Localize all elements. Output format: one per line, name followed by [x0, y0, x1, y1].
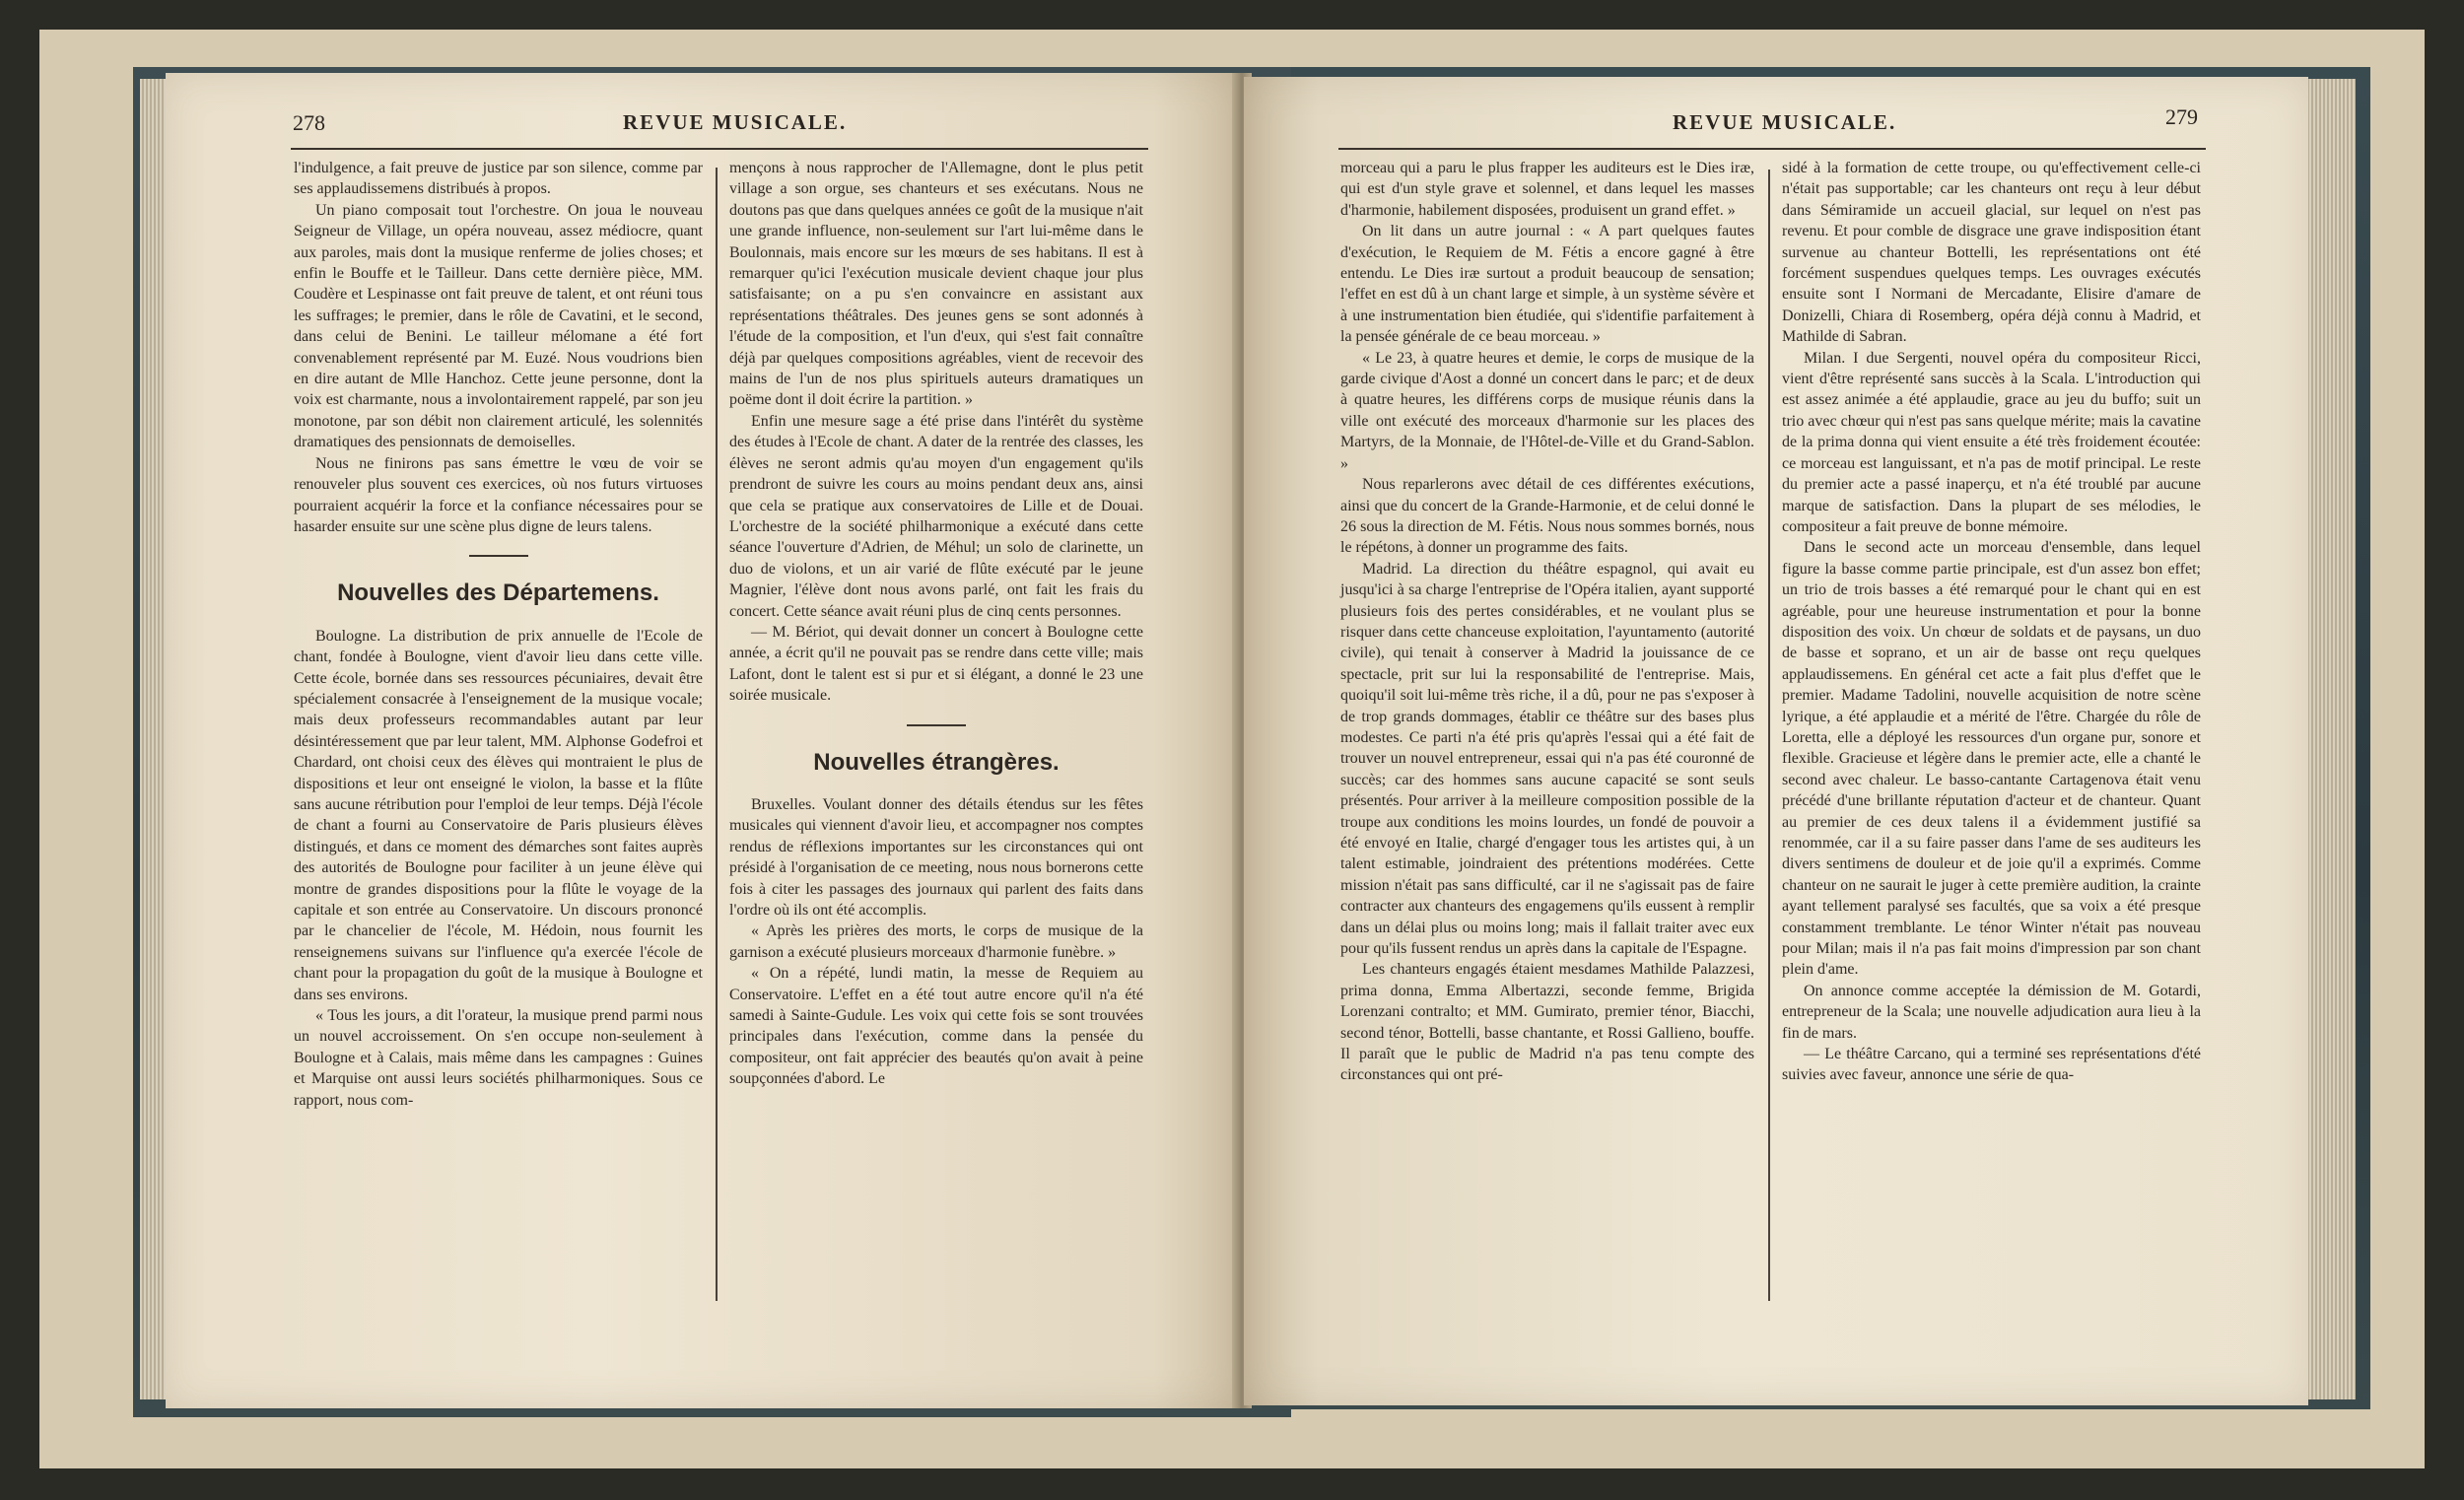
paragraph: On lit dans un autre journal : « A part quelques fautes d'exécution, le Requiem de M. Fétis a encore gagné à être entendu. Le Dies iræ surtout a produit beaucoup de sensation; l'effet en est dû à un chant large et simple, à un système sévère et à une instrumentation bien étudiée, qui s'identifie parfaitement à la pensée générale de ce beau morceau. » [1340, 223, 1754, 346]
paragraph: Dans le second acte un morceau d'ensemble, dans lequel figure la basse comme partie principale, est d'un assez bon effet; un trio de trois basses a été remarqué pour le chant qui en est agréable, pour une heureuse instrumentation et pour la bonne disposition des voix. Un chœur de soldats et de paysans, un duo de basse et soprano, et un air de basse ont reçu quelques applaudissemens. En général cet acte a fait plus d'effet que le premier. Madame Tadolini, nouvelle acquisition de notre scène lyrique, a été applaudie et a mérité de l'être. Chargée du rôle de Loretta, elle a déployé les ressources d'un organe pur, sonore et flexible. Gracieuse et légère dans le premier acte, elle a chanté le second avec chaleur. Le basso-cantante Cartagenova était venu précédé d'une brillante réputation d'acteur et de chanteur. Quant au premier de ces deux talens il a évidemment justifié sa renommée, car il a su faire passer dans l'ame de ses auditeurs les divers sentimens de douleur et de joie qu'il a exprimés. Comme chanteur on ne saurait le juger à cette première audition, la crainte ayant tellement paralysé ses facultés, que sa voix a été presque constamment tremblante. Le ténor Winter n'était pas nouveau pour Milan; mais il n'a pas fait moins d'impression par son chant plein d'ame. [1782, 539, 2201, 979]
left-column-rule [716, 168, 718, 1301]
paragraph: « Après les prières des morts, le corps de musique de la garnison a exécuté plusieurs morceaux d'harmonie funèbre. » [729, 922, 1143, 961]
left-column-1 [294, 158, 703, 1111]
right-running-head: REVUE MUSICALE. [1673, 110, 1897, 134]
paragraph: — M. Bériot, qui devait donner un concert à Boulogne cette année, a écrit qu'il ne pouvait pas se rendre dans cette ville; mais Lafont, dont le talent est si pur et si élégant, a donné le 23 une soirée musicale. [729, 623, 1143, 705]
section-separator [907, 724, 966, 726]
left-column-2 [729, 158, 1143, 1090]
right-column-2 [1782, 158, 2201, 1086]
section-heading: Nouvelles des Départemens. [337, 580, 659, 607]
right-page-number: 279 [2165, 104, 2198, 129]
right-column-rule [1768, 170, 1770, 1301]
paragraph: Boulogne. La distribution de prix annuelle de l'Ecole de chant, fondée à Boulogne, vient d'avoir lieu dans cette ville. Cette école, bornée dans ses ressources pécuniaires, devait être spécialement consacrée à l'enseignement de la musique vocale; mais deux professeurs recommandables autant par leur désintéressement que par leur talent, MM. Alphonse Godefroi et Chardard, ont choisi ceux des élèves qui montraient le plus de dispositions et leur ont enseigné le violon, la basse et la flûte sans aucune rétribution pour l'emploi de leur temps. Déjà l'école de chant a fourni au Conservatoire de Paris plusieurs élèves distingués, et dans ce moment des démarches sont faites auprès des autorités de Boulogne pour faciliter à un jeune élève qui montre de grandes dispositions pour la flûte le voyage de la capitale et son entrée au Conservatoire. Un discours prononcé par le chancelier de l'école, M. Hédoin, nous fournit les renseignemens suivans sur l'influence qu'a exercée l'école de chant pour la propagation du goût de la musique à Boulogne et dans ses environs. [294, 627, 703, 1003]
paragraph: Milan. I due Sergenti, nouvel opéra du compositeur Ricci, vient d'être représenté sans succès à la Scala. L'introduction qui est assez animée a été applaudie, grace au jeu du buffo; suit un trio avec chœur qui n'est pas sans quelque mérite; mais la cavatine de la prima donna qui vient ensuite a été très froidement écoutée: ce morceau est languissant, et n'a pas de motif principal. Le reste du premier acte a passé inaperçu, et n'a été troublé par aucune marque de satisfaction. Dans la plupart de ses mélodies, le compositeur a fait preuve de bonne mémoire. [1782, 349, 2201, 535]
paragraph: Les chanteurs engagés étaient mesdames Mathilde Palazzesi, prima donna, Emma Albertazzi, seconde femme, Brigida Lorenzani contralto; et MM. Gumirato, premier ténor, Biacchi, second ténor, Bottelli, basse chantante, et Rossi Gallieno, bouffe. Il paraît que le public de Madrid n'a pas tenu compte des circonstances qui ont pré- [1340, 961, 1754, 1084]
paragraph: mençons à nous rapprocher de l'Allemagne, dont le plus petit village a son orgue, ses chanteurs et ses exécutans. Nous ne doutons pas que dans quelques années ce goût de la musique n'ait une grande influence, non-seulement sur l'art lui-même dans le Boulonnais, mais encore sur les mœurs de ses habitans. Il est à remarquer qu'ici l'exécution musicale devient chaque jour plus satisfaisante; on a pu s'en convaincre en assistant aux représentations théâtrales. Des jeunes gens se sont adonnés à l'étude de la composition, et l'un d'eux, qui s'est fait connaître déjà par quelques compositions agréables, vient de recevoir des mains de l'un de nos plus spirituels auteurs dramatiques un poëme dont il doit écrire la partition. » [729, 160, 1143, 409]
paragraph: Nous reparlerons avec détail de ces différentes exécutions, ainsi que du concert de la Grande-Harmonie, et de celui donné le 26 sous la direction de M. Fétis. Nous nous sommes bornés, nous le répétons, à donner un programme des faits. [1340, 476, 1754, 557]
section-heading: Nouvelles étrangères. [813, 748, 1060, 776]
right-header-rule [1338, 148, 2206, 150]
left-header-rule [291, 148, 1148, 150]
left-running-head: REVUE MUSICALE. [623, 110, 848, 134]
page-edges-right [2301, 79, 2356, 1399]
right-column-1 [1340, 158, 1754, 1086]
paragraph: Enfin une mesure sage a été prise dans l'intérêt du système des études à l'Ecole de chant. A dater de la rentrée des classes, les élèves ne seront admis qu'au moyen d'un engagement qu'ils prendront de suivre les cours au moins pendant deux ans, ainsi que cela se pratique aux conservatoires de Lille et de Douai. L'orchestre de la société philharmonique a exécuté dans cette séance l'ouverture d'Adrien, de Méhul; un solo de clarinette, un duo de violons, et un air varié de flûte exécuté par le jeune Magnier, l'élève dont nous avons parlé, ont fait les frais du concert. Cette séance avait réuni plus de cinq cents personnes. [729, 412, 1143, 620]
paragraph: — Le théâtre Carcano, qui a terminé ses représentations d'été suivies avec faveur, annonce une série de qua- [1782, 1046, 2201, 1084]
paragraph: « Tous les jours, a dit l'orateur, la musique prend parmi nous un nouvel accroissement. On s'en occupe non-seulement à Boulogne et à Calais, mais même dans les campagnes : Guines et Marquise ont aussi leurs sociétés philharmoniques. Sous ce rapport, nous com- [294, 1007, 703, 1109]
paragraph: « Le 23, à quatre heures et demie, le corps de musique de la garde civique d'Aost a donné un concert dans le parc; et de deux à quatre heures, les différens corps de musique réunis dans la ville ont exécuté des morceaux d'harmonie sur les places des Martyrs, de la Monnaie, de l'Hôtel-de-Ville et du Grand-Sablon. » [1340, 349, 1754, 472]
paragraph: Madrid. La direction du théâtre espagnol, qui avait eu jusqu'ici à sa charge l'entreprise de l'Opéra italien, ayant supporté plusieurs fois des pertes considérables, et ne voulant plus se risquer dans cette chanceuse exploitation, l'ayuntamento (autorité civile), qui tenait à conserver à Madrid la jouissance de ce spectacle, prit sur lui la responsabilité de l'entreprise. Mais, quoiqu'il soit lui-même très riche, il a dû, pour ne pas s'exposer à de trop grands dommages, établir ce théâtre sur des bases plus modestes. Ce parti n'a été pris qu'après l'essai qui a été fait de trouver un nouvel entrepreneur, essai qui n'a pas été couronné de succès; car des hommes sans aucune capacité se sont seuls présentés. Pour arriver à la meilleure composition possible de la troupe aux conditions les moins lourdes, un fondé de pouvoir a été envoyé en Italie, chargé d'engager tous les artistes qui, à un talent estimable, joindraient des prétentions modérées. Cette mission n'était pas sans difficulté, car il ne s'agissait pas de faire contracter aux chanteurs des engagemens qu'ils eussent à remplir dans un délai plus ou moins long; mais il fallait traiter avec eux pour qu'ils fussent rendus un après dans la capitale de l'Espagne. [1340, 560, 1754, 958]
paragraph: Un piano composait tout l'orchestre. On joua le nouveau Seigneur de Village, un opéra nouveau, assez médiocre, quant aux paroles, mais dont la musique renferme de jolies choses; et enfin le Bouffe et le Tailleur. Dans cette dernière pièce, MM. Coudère et Lespinasse ont fait preuve de talent, et ont réuni tous les suffrages; le premier, dans le rôle de Cavatini, et le second, dans celui de Benini. Le tailleur mélomane a été fort convenablement représenté par M. Euzé. Nous voudrions bien en dire autant de Mlle Hanchoz. Cette jeune personne, dont la voix est charmante, nous a involontairement rappelé, par son jeu monotone, par son débit non clairement articulé, les solennités dramatiques des pensionnats de demoiselles. [294, 201, 703, 451]
paragraph: sidé à la formation de cette troupe, ou qu'effectivement celle-ci n'était pas supportable; car les chanteurs ont reçu à leur début dans Sémiramide un accueil glacial, sur lequel on n'est pas revenu. Et pour comble de disgrace une grave indisposition étant survenue au chanteur Bottelli, les représentations ont été forcément suspendues quelques temps. Les ouvrages exécutés ensuite sont I Normani de Mercadante, Elisire d'amare de Donizelli, Chiara di Rosemberg, opéra déjà connu à Madrid, et Mathilde di Sabran. [1782, 160, 2201, 346]
paragraph: l'indulgence, a fait preuve de justice par son silence, comme par ses applaudissemens distribués à propos. [294, 160, 703, 198]
section-separator [469, 555, 528, 557]
left-page-number: 278 [293, 110, 325, 135]
paragraph: Nous ne finirons pas sans émettre le vœu de voir se renouveler plus souvent ces exercices, où nos futurs virtuoses pourraient acquérir la force et la confiance nécessaires pour se hasarder ensuite sur une scène plus digne de leurs talens. [294, 454, 703, 535]
paragraph: Bruxelles. Voulant donner des détails étendus sur les fêtes musicales qui viennent d'avoir lieu, et accompagner nos comptes rendus de réflexions importantes sur les circonstances qui ont présidé à l'organisation de ce meeting, nous nous bornerons cette fois à citer les passages des journaux qui parlent des faits dans l'ordre où ils ont été accomplis. [729, 795, 1143, 919]
paragraph: « On a répété, lundi matin, la messe de Requiem au Conservatoire. L'effet en a été tout autre encore qu'il n'a été samedi à Sainte-Gudule. Les voix qui cette fois se sont trouvées principales dans l'exécution, comme dans la pensée du compositeur, ont fait apprécier des beautés qu'on avait à peine soupçonnées d'abord. Le [729, 965, 1143, 1088]
paragraph: morceau qui a paru le plus frapper les auditeurs est le Dies iræ, qui est d'un style grave et solennel, et dans lequel les masses d'harmonie, habilement disposées, produisent un grand effet. » [1340, 160, 1754, 219]
paragraph: On annonce comme acceptée la démission de M. Gotardi, entrepreneur de la Scala; une nouvelle adjudication aura lieu à la fin de mars. [1782, 982, 2201, 1042]
